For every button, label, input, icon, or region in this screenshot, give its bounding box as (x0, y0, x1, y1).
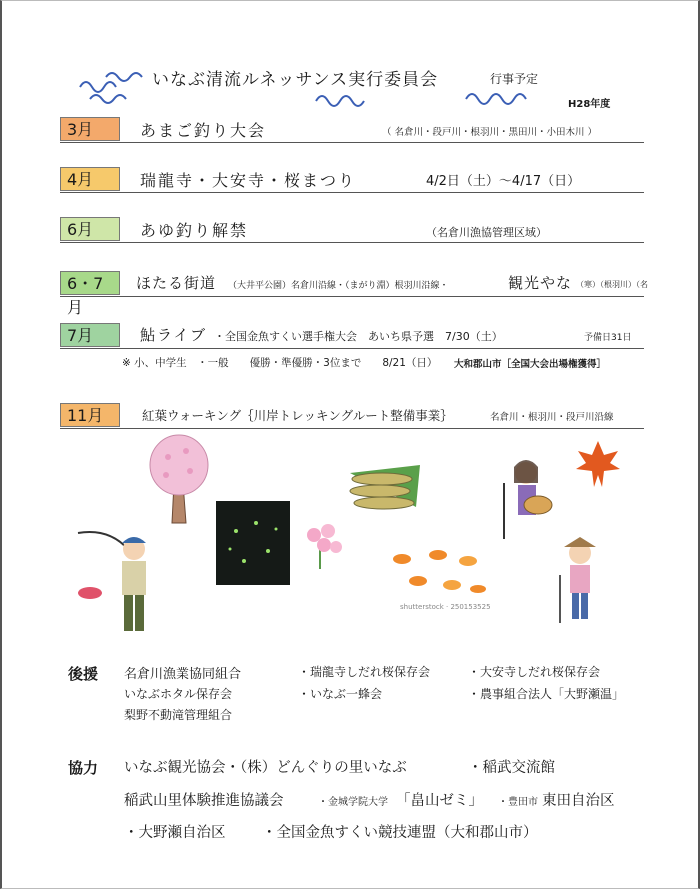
page-title: いなぶ清流ルネッサンス実行委員会 (152, 70, 439, 90)
goldfish-illustration (388, 545, 488, 601)
cooperation-org: 東田自治区 (542, 793, 615, 809)
wave-decoration-icon (462, 85, 542, 111)
event-detail2-junejuly: （寒）（根羽川）（名 (576, 280, 648, 289)
singer-illustration (494, 457, 560, 539)
fiscal-year: H28年度 (568, 99, 611, 110)
event-title2-junejuly: 観光やな (508, 274, 573, 292)
firefly-photo (216, 501, 290, 585)
event-line2a-july: ※ 小、中学生 ・一般 優勝・準優勝・3位まで 8/21（日） (122, 357, 438, 369)
month-tag-junejuly: 6・7月 (60, 271, 120, 295)
support-org: ・いなぶ一蜂会 (298, 687, 383, 701)
month-tag-march: 3月 (60, 117, 120, 141)
event-divider (60, 192, 644, 193)
wave-decoration-icon (312, 87, 378, 111)
support-org: ・瑞龍寺しだれ桜保存会 (298, 665, 431, 679)
wave-decoration-icon (76, 67, 148, 107)
support-org: ・大安寺しだれ桜保存会 (468, 665, 601, 679)
event-title-november: 紅葉ウォーキング｛川岸トレッキングルート整備事業｝ (142, 408, 453, 423)
event-detail-july: ・全国金魚すくい選手権大会 あいち県予選 7/30（土） (214, 330, 503, 343)
month-tag-november: 11月 (60, 403, 120, 427)
sweetfish-illustration (340, 463, 426, 515)
cooperation-org-prefix: ・豊田市 (498, 797, 538, 808)
event-dates-april: 4/2日（土）～4/17（日） (426, 174, 581, 189)
event-divider (60, 142, 644, 143)
event-line2b-july: 大和郡山市［全国大会出場権獲得］ (454, 359, 607, 370)
cooperation-org: 稲武山里体験推進協議会 (124, 793, 284, 809)
cooperation-org: いなぶ観光協会・（株）どんぐりの里いなぶ (124, 760, 407, 776)
event-title-march: あまご釣り大会 (140, 121, 267, 140)
page-subtitle: 行事予定 (490, 72, 539, 86)
event-title-july: 鮎ライブ (140, 326, 208, 344)
month-tag-june: 6月 (60, 217, 120, 241)
cooperation-org: ・大野瀬自治区 (124, 825, 226, 841)
month-tag-april: 4月 (60, 167, 120, 191)
cooperation-org: 「畠山ゼミ」 (396, 793, 483, 809)
cooperation-org: ・稲武交流館 (468, 760, 555, 776)
support-org: 梨野不動滝管理組合 (124, 708, 233, 722)
event-title-april: 瑞龍寺・大安寺・桜まつり (140, 171, 357, 190)
hiker-illustration (556, 535, 604, 625)
event-note-march: （ 名倉川・段戸川・根羽川・黒田川・小田木川 ） (382, 127, 598, 138)
event-title-junejuly: ほたる街道 (136, 274, 217, 292)
flower-illustration (298, 517, 346, 569)
event-divider (60, 428, 644, 429)
support-org: ・農事組合法人「大野瀬温」 (468, 687, 625, 701)
support-label: 後援 (68, 665, 99, 683)
support-org: いなぶホタル保存会 (124, 687, 233, 701)
cooperation-label: 協力 (68, 759, 99, 777)
cooperation-org-prefix: ・金城学院大学 (318, 797, 388, 808)
event-divider (60, 242, 644, 243)
maple-leaf-icon (574, 439, 622, 491)
cherry-tree-illustration (148, 433, 210, 525)
event-divider (60, 296, 644, 297)
event-detail-junejuly: （大井平公園）名倉川沿線・（まがり淵）根羽川沿線・ (228, 281, 449, 291)
event-note-june: （名倉川漁協管理区域） (426, 226, 547, 239)
event-rain-july: 予備日31日 (584, 333, 632, 343)
cooperation-org: ・全国金魚すくい競技連盟（大和郡山市） (262, 825, 538, 841)
event-title-june: あゆ釣り解禁 (140, 221, 249, 240)
fisherman-illustration (74, 527, 166, 635)
month-tag-july: 7月 (60, 323, 120, 347)
event-divider (60, 348, 644, 349)
image-credit: shutterstock · 250153525 (400, 603, 491, 611)
support-org: 名倉川漁業協同組合 (124, 667, 242, 682)
event-note-november: 名倉川・根羽川・段戸川沿線 (490, 412, 614, 423)
